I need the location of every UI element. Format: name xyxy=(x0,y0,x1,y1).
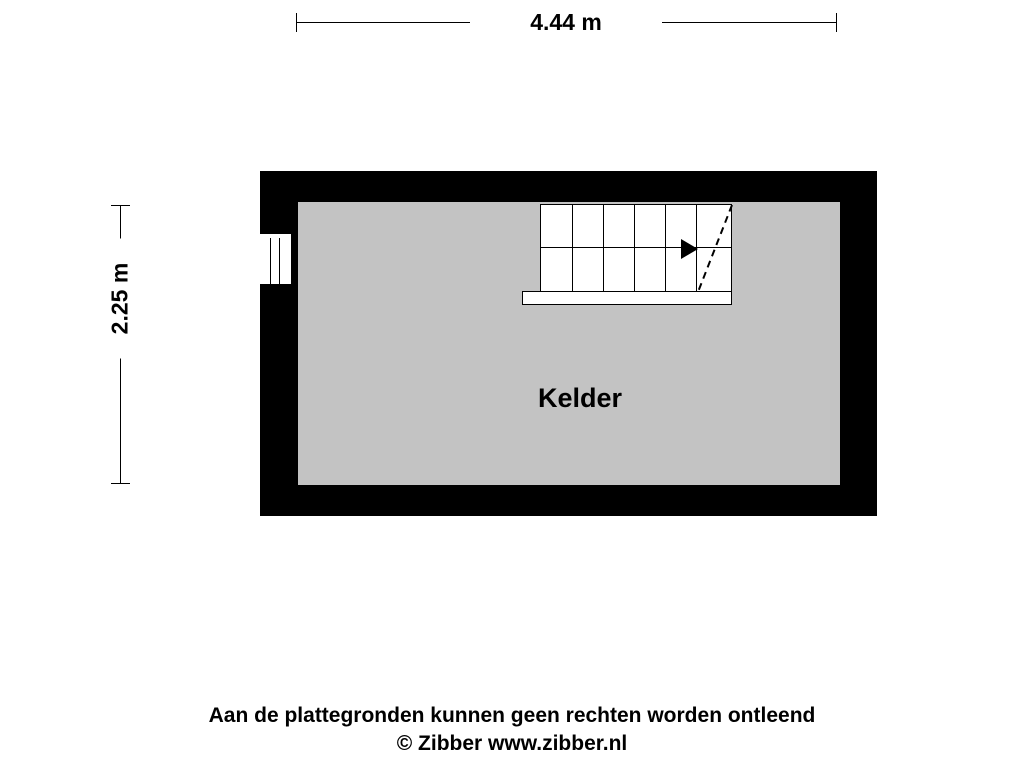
left-dimension-label: 2.25 m xyxy=(107,239,134,359)
left-dimension-cap-bottom xyxy=(111,483,130,484)
left-dimension-cap-top xyxy=(111,205,130,206)
footer-credit: © Zibber www.zibber.nl xyxy=(396,732,628,755)
top-dimension-label: 4.44 m xyxy=(470,9,662,36)
stair-landing xyxy=(522,291,732,305)
top-dimension-cap-left xyxy=(296,13,297,32)
stair-tread xyxy=(665,205,666,291)
footer xyxy=(0,702,1024,758)
window-pane xyxy=(270,238,280,284)
stair-tread xyxy=(634,205,635,291)
top-dimension-cap-right xyxy=(836,13,837,32)
stair-tread xyxy=(572,205,573,291)
window-icon xyxy=(260,232,291,286)
stair-direction-arrow-icon xyxy=(681,239,698,259)
footer-disclaimer: Aan de plattegronden kunnen geen rechten worden ontleend xyxy=(208,704,816,727)
room-label-kelder: Kelder xyxy=(537,383,623,413)
stair-tread xyxy=(603,205,604,291)
